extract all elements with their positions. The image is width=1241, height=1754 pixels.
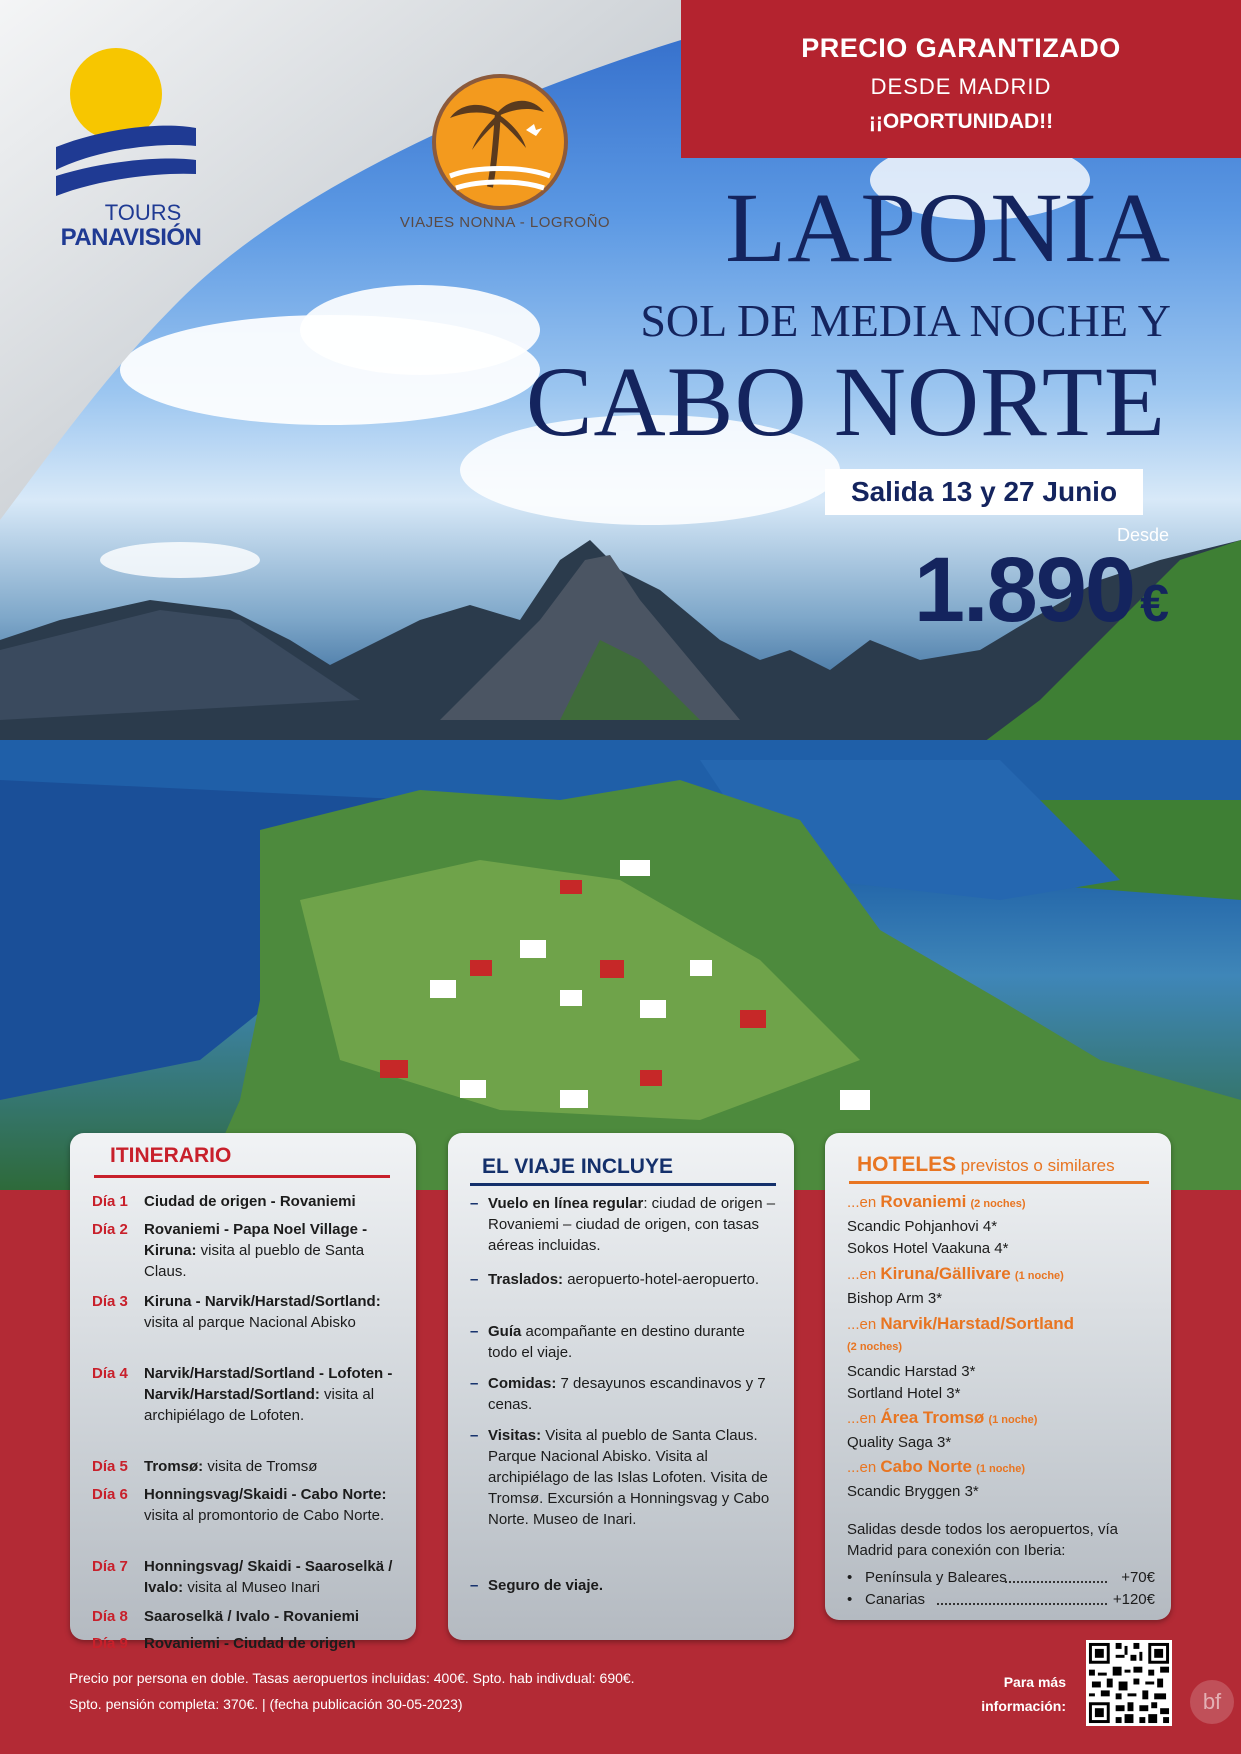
- city-name: Área Tromsø: [880, 1408, 985, 1427]
- included-item-title: Comidas:: [488, 1375, 557, 1392]
- city-prefix: ...en: [847, 1410, 881, 1427]
- included-item-text: Visita al pueblo de Santa Claus. Parque Nacional Abisko. Visita al archipiélago de las Islas Lofoten. Visita de Tromsø. Excursión a Honningsvag y Cabo Norte. Museo de Inari.: [488, 1427, 770, 1528]
- city-nights: (2 noches): [847, 1341, 903, 1353]
- itinerary-day: [92, 1606, 402, 1627]
- hotel-city: [847, 1313, 1157, 1358]
- palm-tree-icon: [430, 72, 570, 212]
- included-item-title: Visitas:: [488, 1427, 542, 1444]
- supplement-value: +70€: [1121, 1569, 1155, 1586]
- hotel-city: [847, 1191, 1157, 1215]
- hotel-name: Bishop Arm 3*: [847, 1290, 943, 1307]
- included-item: – Visitas: Visita al pueblo de Santa Claus. Parque Nacional Abisko. Visita al archipiélago de las Islas Lofoten. Visita de Tromsø. Excursión a Honningsvag y Cabo Norte. Museo de Inari.: [470, 1427, 770, 1528]
- footer-notes: [69, 1665, 635, 1717]
- day-label: Día 9: [92, 1635, 128, 1652]
- price-guarantee-text: PRECIO GARANTIZADO: [801, 33, 1121, 63]
- itinerary-heading: ITINERARIO: [110, 1144, 232, 1167]
- title-cabo-norte: CABO NORTE: [525, 346, 1166, 457]
- includes-panel: [448, 1133, 794, 1640]
- itinerary-day: [92, 1556, 402, 1598]
- day-description: visita al pueblo de Santa Claus.: [144, 1242, 365, 1280]
- day-route: Rovaniemi - Ciudad de origen: [144, 1635, 356, 1652]
- included-item-title: Guía: [488, 1323, 522, 1340]
- day-route: Narvik/Harstad/Sortland - Lofoten - Narvik/Harstad/Sortland:: [144, 1365, 393, 1403]
- panavision-tours-text: TOURS: [104, 200, 182, 225]
- included-item: – Seguro de viaje.: [470, 1577, 604, 1594]
- included-item-text: acompañante en destino durante todo el viaje.: [488, 1323, 745, 1361]
- included-item-title: Traslados:: [488, 1271, 564, 1288]
- title-laponia: LAPONIA: [725, 172, 1171, 283]
- title-subtitle: SOL DE MEDIA NOCHE Y: [640, 295, 1171, 346]
- included-item: – Vuelo en línea regular: ciudad de origen – Rovaniemi – ciudad de origen, con tasas aéreas incluidas.: [470, 1195, 776, 1254]
- qr-code[interactable]: [1086, 1640, 1172, 1726]
- included-item-text: 7 desayunos escandinavos y 7 cenas.: [488, 1375, 766, 1413]
- hotel-name: Sortland Hotel 3*: [847, 1385, 961, 1402]
- city-name: Cabo Norte: [880, 1457, 972, 1476]
- price-currency: €: [1140, 575, 1167, 633]
- price-from-label: Desde: [1116, 525, 1169, 545]
- day-label: Día 6: [92, 1486, 128, 1503]
- city-prefix: ...en: [847, 1194, 881, 1211]
- included-item-text: : ciudad de origen – Rovaniemi – ciudad de origen, con tasas aéreas incluidas.: [488, 1195, 776, 1254]
- city-name: Narvik/Harstad/Sortland: [880, 1314, 1075, 1333]
- more-info-line-2: información:: [981, 1698, 1066, 1714]
- day-label: Día 7: [92, 1558, 128, 1575]
- hotels-heading-title: HOTELES: [857, 1153, 957, 1176]
- more-info-line-1: Para más: [1003, 1674, 1066, 1690]
- city-nights: (1 noche): [1014, 1270, 1064, 1282]
- viajes-nonna-logo: [430, 72, 570, 212]
- day-route: Rovaniemi - Papa Noel Village - Kiruna:: [144, 1221, 368, 1259]
- included-item: – Comidas: 7 desayunos escandinavos y 7 cenas.: [470, 1375, 766, 1413]
- opportunity-text: ¡¡OPORTUNIDAD!!: [868, 110, 1054, 133]
- agency-name: VIAJES NONNA - LOGROÑO: [399, 214, 611, 231]
- hotel-name: Scandic Harstad 3*: [847, 1363, 976, 1380]
- hotel-city: [847, 1407, 1157, 1431]
- supplement-label: Canarias: [865, 1591, 926, 1608]
- day-label: Día 8: [92, 1608, 128, 1625]
- city-prefix: ...en: [847, 1459, 881, 1476]
- hotel-city: [847, 1456, 1157, 1480]
- footer-line-1: Precio por persona en doble. Tasas aeropuertos incluidas: 400€. Spto. hab indivdual: 690€.: [69, 1670, 635, 1686]
- departures-note: Salidas desde todos los aeropuertos, vía Madrid para conexión con Iberia:: [847, 1521, 1119, 1559]
- city-prefix: ...en: [847, 1266, 881, 1283]
- itinerary-day: [92, 1633, 402, 1654]
- city-name: Kiruna/Gällivare: [880, 1264, 1011, 1283]
- day-description: visita al parque Nacional Abisko: [144, 1314, 356, 1331]
- day-label: Día 1: [92, 1193, 128, 1210]
- hotels-heading: [857, 1153, 1115, 1177]
- price-amount: 1.890: [913, 539, 1135, 641]
- day-label: Día 5: [92, 1458, 128, 1475]
- city-name: Rovaniemi: [880, 1192, 967, 1211]
- included-item-title: Vuelo en línea regular: [488, 1195, 644, 1212]
- qr-code-icon: [1086, 1640, 1172, 1726]
- panavision-brand-text: PANAVISIÓN: [60, 224, 202, 251]
- itinerary-day: [92, 1456, 402, 1477]
- itinerary-day: [92, 1219, 402, 1282]
- hotels-panel: HOTELES previstos o similares ...en Rovaniemi (2 noches) Scandic Pohjanhovi 4* Sokos Hotel Vaakuna 4* ...en Kiruna/Gällivare (1 noche) Bishop Arm 3* ...en Narvik/Harstad/Sortland (2 noches) Scandic Harstad 3* Sortland Hotel 3* ...en Área Tromsø (1 noche) Quality Saga 3* ...en Cabo Norte (1 noche) Scandic Bryggen 3* Salidas desde todos los aeropuertos, vía Madrid para conexión con Iberia: • Península y Baleares +70€ • Canarias +120€: [825, 1133, 1171, 1620]
- city-nights: (2 noches): [970, 1198, 1026, 1210]
- day-route: Ciudad de origen - Rovaniemi: [144, 1193, 356, 1210]
- more-info-label: [930, 1670, 1066, 1718]
- sun-logo-icon: [56, 42, 206, 202]
- includes-heading: EL VIAJE INCLUYE: [482, 1155, 673, 1178]
- day-label: Día 2: [92, 1221, 128, 1238]
- city-prefix: ...en: [847, 1316, 881, 1333]
- watermark-logo: bf: [1190, 1680, 1234, 1724]
- hotel-name: Scandic Bryggen 3*: [847, 1483, 979, 1500]
- itinerary-underline: [94, 1175, 390, 1178]
- itinerary-day: [92, 1291, 402, 1333]
- guaranteed-price-banner: [681, 0, 1241, 158]
- supplement-label: Península y Baleares: [865, 1569, 1007, 1586]
- city-nights: (1 noche): [988, 1414, 1038, 1426]
- day-route: Tromsø:: [144, 1458, 204, 1475]
- included-item: – Guía acompañante en destino durante todo el viaje.: [470, 1323, 745, 1361]
- hotels-heading-sub: previstos o similares: [960, 1156, 1115, 1175]
- itinerary-day: [92, 1484, 402, 1526]
- origin-text: DESDE MADRID: [870, 74, 1052, 99]
- hotel-name: Scandic Pohjanhovi 4*: [847, 1218, 998, 1235]
- footer-line-2: Spto. pensión completa: 370€. | (fecha publicación 30-05-2023): [69, 1696, 463, 1712]
- included-item-text: aeropuerto-hotel-aeropuerto.: [563, 1271, 759, 1288]
- tours-panavision-logo: [56, 42, 206, 252]
- itinerary-panel: [70, 1133, 416, 1652]
- hotel-city: [847, 1263, 1157, 1287]
- hotels-underline: [849, 1181, 1149, 1184]
- supplement-value: +120€: [1112, 1591, 1155, 1608]
- day-description: visita al Museo Inari: [183, 1579, 320, 1596]
- price: [914, 538, 1167, 643]
- day-route: Honningsvag/ Skaidi - Saaroselkä / Ivalo:: [144, 1558, 393, 1596]
- departure-dates: Salida 13 y 27 Junio: [825, 469, 1143, 515]
- day-route: Honningsvag/Skaidi - Cabo Norte:: [144, 1486, 387, 1503]
- itinerary-day: [92, 1191, 402, 1212]
- day-description: visita al archipiélago de Lofoten.: [144, 1386, 375, 1424]
- included-item: – Traslados: aeropuerto-hotel-aeropuerto.: [470, 1271, 759, 1288]
- city-nights: (1 noche): [976, 1463, 1026, 1475]
- day-label: Día 4: [92, 1365, 128, 1382]
- hotel-name: Quality Saga 3*: [847, 1434, 952, 1451]
- day-label: Día 3: [92, 1293, 128, 1310]
- day-route: Saaroselkä / Ivalo - Rovaniemi: [144, 1608, 360, 1625]
- included-item-title: Seguro de viaje.: [488, 1577, 604, 1594]
- day-route: Kiruna - Narvik/Harstad/Sortland:: [144, 1293, 381, 1310]
- hotel-name: Sokos Hotel Vaakuna 4*: [847, 1240, 1009, 1257]
- itinerary-day: [92, 1363, 402, 1426]
- day-description: visita de Tromsø: [203, 1458, 318, 1475]
- includes-underline: [470, 1183, 776, 1186]
- day-description: visita al promontorio de Cabo Norte.: [144, 1507, 385, 1524]
